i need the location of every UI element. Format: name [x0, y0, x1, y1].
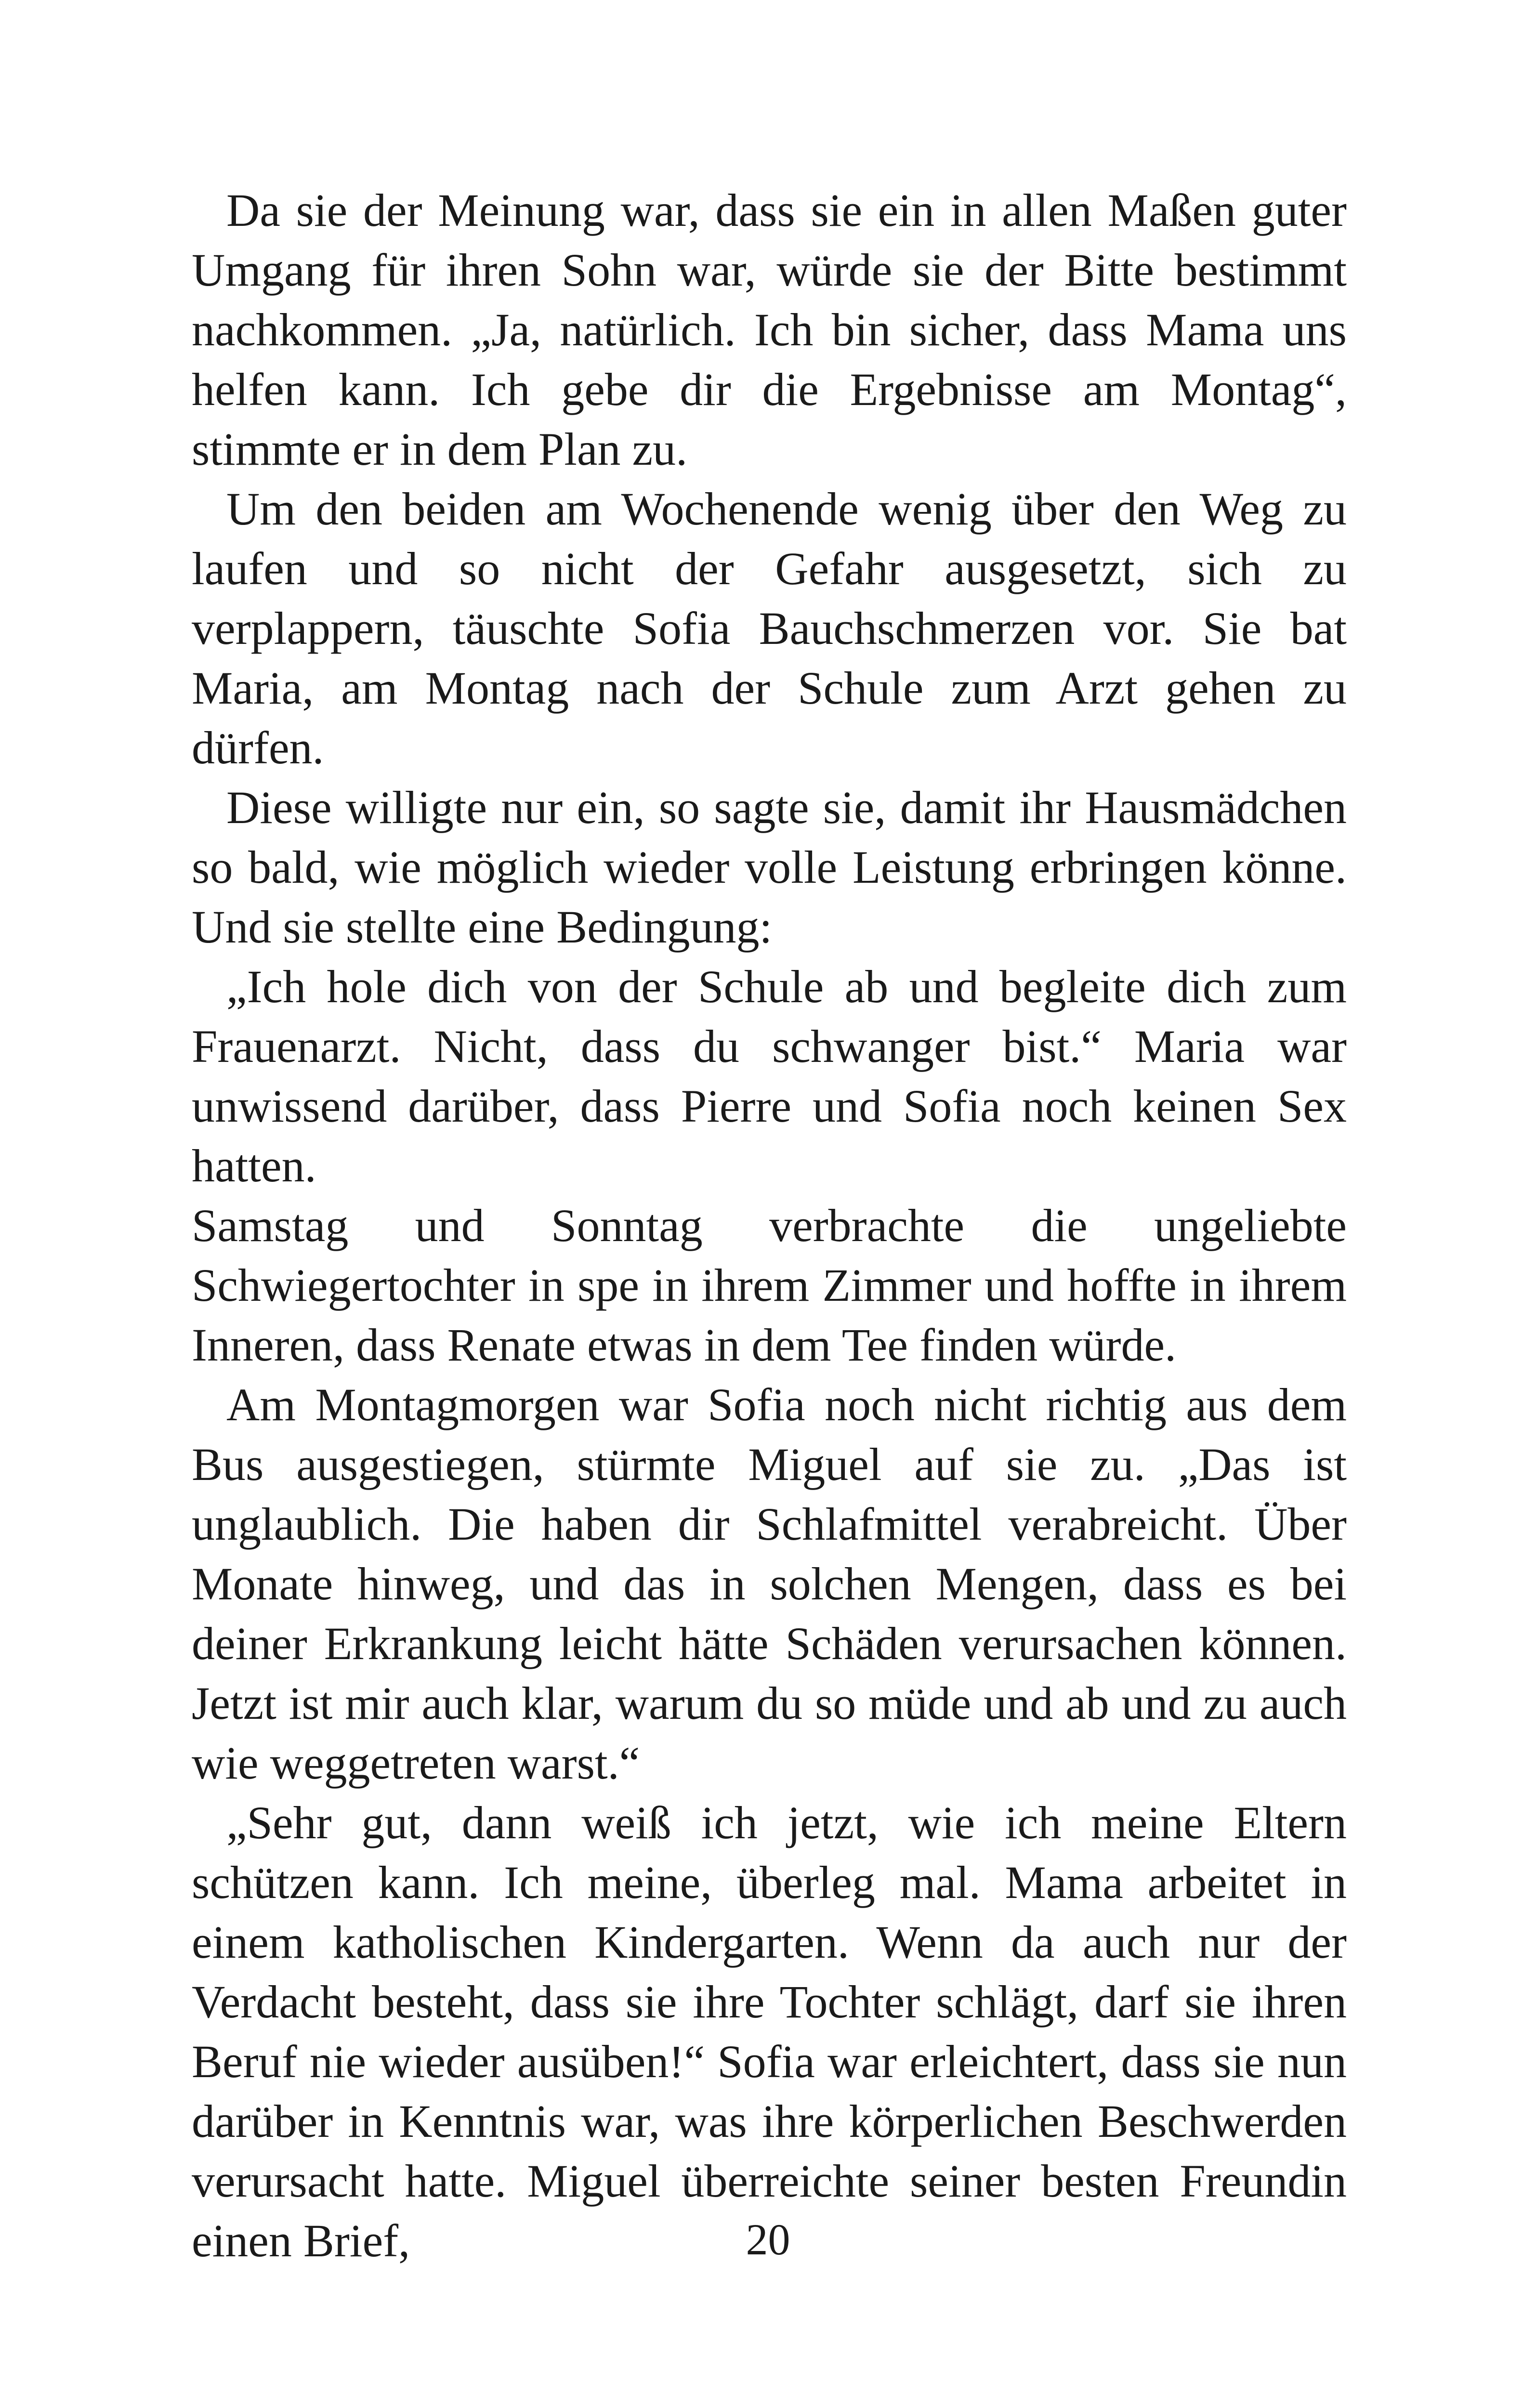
paragraph-2: Um den beiden am Wochenende wenig über den Weg zu laufen und so nicht der Gefahr ausgesetzt, sich zu verplappern, täuschte Sofia Bauchschmerzen vor. Sie bat Maria, am Montag nach der Schule zum Arzt gehen zu dürfen.	[192, 483, 1347, 773]
paragraph-1: Da sie der Meinung war, dass sie ein in allen Maßen guter Umgang für ihren Sohn war, würde sie der Bitte bestimmt nachkommen. „Ja, natürlich. Ich bin sicher, dass Mama uns helfen kann. Ich gebe dir die Ergebnisse am Montag“, stimmte er in dem Plan zu.	[192, 184, 1347, 475]
paragraph-4: „Ich hole dich von der Schule ab und begleite dich zum Frauenarzt. Nicht, dass du schwanger bist.“ Maria war unwissend darüber, dass Pierre und Sofia noch keinen Sex hatten.	[192, 961, 1347, 1191]
paragraph-5: Samstag und Sonntag verbrachte die ungeliebte Schwiegertochter in spe in ihrem Zimmer und hoffte in ihrem Inneren, dass Renate etwas in dem Tee finden würde.	[192, 1200, 1347, 1371]
paragraph-7: „Sehr gut, dann weiß ich jetzt, wie ich meine Eltern schützen kann. Ich meine, überleg mal. Mama arbeitet in einem katholischen Kindergarten. Wenn da auch nur der Verdacht besteht, dass sie ihre Tochter schlägt, darf sie ihren Beruf nie wieder ausüben!“ Sofia war erleichtert, dass sie nun darüber in Kenntnis war, was ihre körperlichen Beschwerden verursacht hatte. Miguel überreichte seiner besten Freundin einen Brief,	[192, 1797, 1347, 2266]
body-text	[192, 181, 1347, 2271]
page-number: 20	[746, 2215, 790, 2264]
paragraph-6: Am Montagmorgen war Sofia noch nicht richtig aus dem Bus ausgestiegen, stürmte Miguel auf sie zu. „Das ist unglaublich. Die haben dir Schlafmittel verabreicht. Über Monate hinweg, und das in solchen Mengen, dass es bei deiner Erkrankung leicht hätte Schäden verursachen können. Jetzt ist mir auch klar, warum du so müde und ab und zu auch wie weggetreten warst.“	[192, 1379, 1347, 1789]
paragraph-3: Diese willigte nur ein, so sagte sie, damit ihr Hausmädchen so bald, wie möglich wieder volle Leistung erbringen könne. Und sie stellte eine Bedingung:	[192, 782, 1347, 953]
